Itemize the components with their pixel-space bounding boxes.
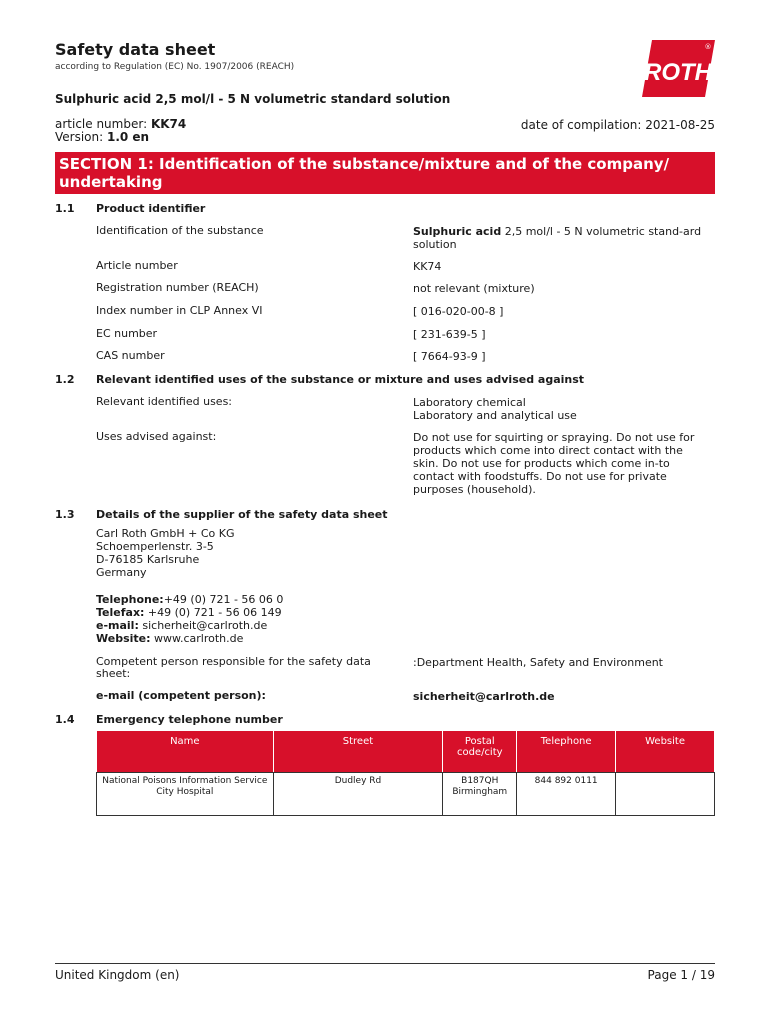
emergency-contacts-table [96,730,715,816]
ec-number-label: EC number [96,327,158,340]
section-1-2-number: 1.2 [55,373,75,386]
document-title: Safety data sheet [55,40,216,59]
table-header-row [97,731,715,773]
section-1-1-heading: Product identifier [96,202,206,215]
ec-number-value: [ 231-639-5 ] [413,328,486,341]
uses-advised-against-value: Do not use for squirting or spraying. Do not use for products which come into direct contact with the skin. Do not use for products which come in-to contact with foodstuffs. Do not use for private purposes (household). [413,431,695,496]
column-header-postal: Postal code/city [443,731,517,773]
article-label: article number: [55,117,151,131]
column-header-name: Name [97,731,274,773]
uses-advised-against-label: Uses advised against: [96,430,217,443]
cell-name [97,773,274,816]
telephone-value: +49 (0) 721 - 56 06 0 [163,593,284,606]
substance-value [413,225,713,251]
registration-label: Registration number (REACH) [96,281,259,294]
roth-logo [642,40,715,97]
identified-use-1: Laboratory chemical [413,396,526,409]
registered-mark: ® [704,43,712,51]
substance-value-bold: Sulphuric acid [413,225,502,238]
article-value: KK74 [150,117,187,131]
version-value: 1.0 en [106,130,150,144]
cell-street: Dudley Rd [273,773,443,816]
telephone-label: Telephone: [96,593,164,606]
competent-person-value: :Department Health, Safety and Environment [413,656,663,669]
footer-divider [55,963,715,964]
identified-uses-value [413,396,713,422]
supplier-company: Carl Roth GmbH + Co KG [96,527,235,540]
compilation-date: date of compilation: 2021-08-25 [520,118,715,132]
index-number-value: [ 016-020-00-8 ] [413,305,504,318]
substance-label: Identification of the substance [96,224,264,237]
section-1-1-number: 1.1 [55,202,75,215]
cell-name-line-2: City Hospital [156,787,214,797]
website-value: www.carlroth.de [150,632,244,645]
competent-email-label: e-mail (competent person): [96,689,266,702]
supplier-street: Schoemperlenstr. 3-5 [96,540,214,553]
cell-telephone: 844 892 0111 [517,773,616,816]
registration-value: not relevant (mixture) [413,282,535,295]
section-1-3-heading: Details of the supplier of the safety data sheet [96,508,388,521]
table-row [97,773,715,816]
email-label: e-mail: [96,619,139,632]
logo-text: ROTH [644,59,712,86]
telefax-value: +49 (0) 721 - 56 06 149 [144,606,282,619]
version-label: Version: [55,130,107,144]
competent-person-label: Competent person responsible for the safety data sheet: [96,655,371,680]
cell-name-line-1: National Poisons Information Service [102,776,268,786]
cell-postal-city: Birmingham [452,787,508,797]
section-1-3-number: 1.3 [55,508,75,521]
article-version-block [55,118,186,144]
section-1-2-heading: Relevant identified uses of the substance or mixture and uses advised against [96,373,585,386]
footer-page-number: Page 1 / 19 [647,968,715,982]
section-1-4-number: 1.4 [55,713,75,726]
regulation-subtitle: according to Regulation (EC) No. 1907/2006 (REACH) [55,62,295,72]
cas-number-value: [ 7664-93-9 ] [413,350,486,363]
cell-postal [443,773,517,816]
website-label: Website: [96,632,151,645]
supplier-contacts [96,593,283,645]
supplier-country: Germany [96,566,147,579]
article-number-value: KK74 [413,260,442,273]
product-name: Sulphuric acid 2,5 mol/l - 5 N volumetric standard solution [55,92,451,106]
column-header-telephone: Telephone [517,731,616,773]
email-value: sicherheit@carlroth.de [138,619,268,632]
cell-postal-code: B187QH [461,776,499,786]
competent-email-value: sicherheit@carlroth.de [413,690,555,703]
supplier-city: D-76185 Karlsruhe [96,553,200,566]
section-1-header: SECTION 1: Identification of the substance/mixture and of the company/ undertaking [55,152,715,194]
substance-value-rest: 2,5 mol/l - 5 N volumetric stand-ard solution [413,225,702,251]
article-number-label: Article number [96,259,178,272]
cell-website [616,773,715,816]
index-number-label: Index number in CLP Annex VI [96,304,263,317]
column-header-website: Website [616,731,715,773]
column-header-street: Street [273,731,443,773]
identified-use-2: Laboratory and analytical use [413,409,577,422]
footer-country: United Kingdom (en) [55,968,180,982]
telefax-label: Telefax: [96,606,145,619]
cas-number-label: CAS number [96,349,165,362]
section-1-4-heading: Emergency telephone number [96,713,283,726]
identified-uses-label: Relevant identified uses: [96,395,233,408]
supplier-address [96,527,235,579]
